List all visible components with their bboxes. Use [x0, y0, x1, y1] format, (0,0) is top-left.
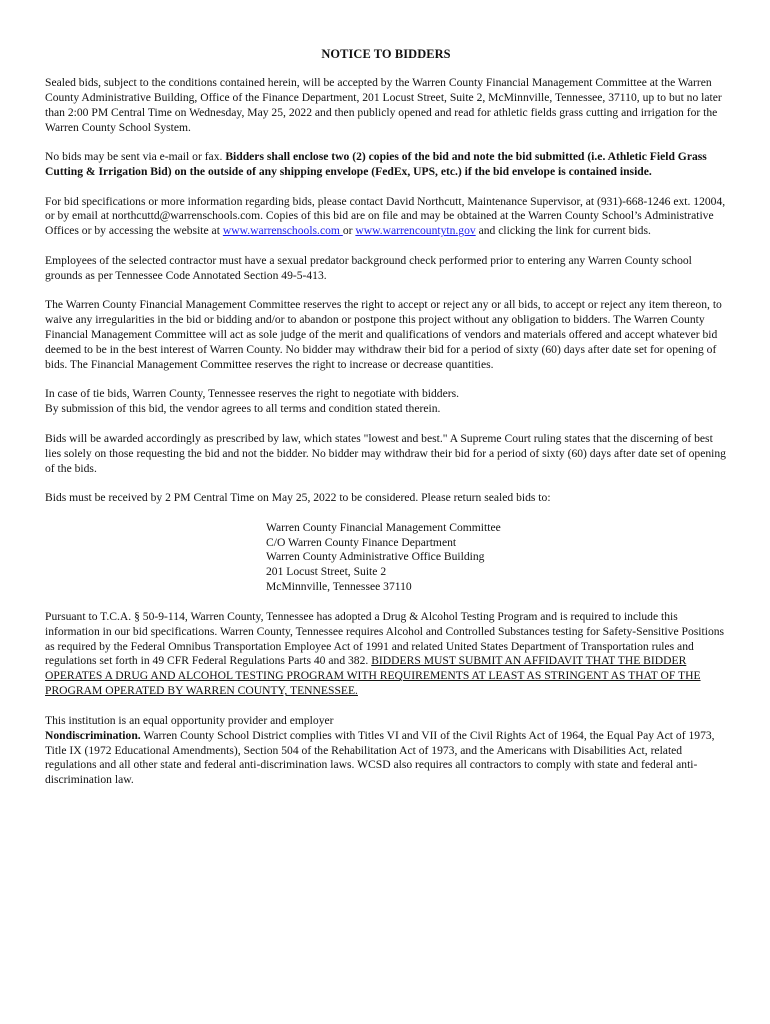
- current-bids-text: and clicking the link for current bids.: [475, 224, 651, 238]
- paragraph-tie-bids: [45, 387, 727, 417]
- return-address: [266, 521, 727, 596]
- terms-agreement-line: By submission of this bid, the vendor agrees to all terms and condition stated therein.: [45, 402, 441, 416]
- address-line: Warren County Financial Management Committee: [266, 520, 501, 534]
- address-line: C/O Warren County Finance Department: [266, 535, 457, 549]
- no-email-text: No bids may be sent via e-mail or fax.: [45, 150, 226, 164]
- warrenschools-link[interactable]: www.warrenschools.com: [222, 224, 343, 238]
- envelope-instructions: Bidders shall enclose two (2) copies of the bid and note the bid submitted (i.e. Athletic Field Grass Cutting & Irrigation Bid) on the outside of any shipping envelope (FedEx, UPS, etc.) if the bid envelope is contained inside.: [45, 150, 707, 179]
- warrencounty-link[interactable]: www.warrencountytn.gov: [355, 224, 476, 238]
- paragraph-nondiscrimination: [45, 714, 727, 789]
- paragraph-award-basis: Bids will be awarded accordingly as prescribed by law, which states "lowest and best." A Supreme Court ruling states that the discerning of best lies solely on those requesting the bid and not the bidder. No bidder may withdraw their bid for a period of sixty (60) days after date set of opening of the bids.: [45, 431, 726, 475]
- notice-document: [45, 47, 727, 788]
- paragraph-submission-method: [45, 150, 727, 180]
- affidavit-requirement: BIDDERS MUST SUBMIT AN AFFIDAVIT THAT THE BIDDER OPERATES A DRUG AND ALCOHOL TESTING PROGRAM WITH REQUIREMENTS AT LEAST AS STRINGENT AS THAT OF THE PROGRAM OPERATED BY WARREN COUNTY, TENNESSEE.: [45, 654, 701, 698]
- nondiscrimination-text: Warren County School District complies with Titles VI and VII of the Civil Rights Act of 1964, the Equal Pay Act of 1973, Title IX (1972 Educational Amendments), Section 504 of the Rehabilitation Act of 1973, and the Americans with Disabilities Act, related regulations and all other state and federal anti-discrimination laws. WCSD also requires all contractors to comply with state and federal anti-discrimination law.: [45, 728, 715, 787]
- paragraph-committee-rights: The Warren County Financial Management Committee reserves the right to accept or reject any or all bids, to accept or reject any item thereon, to waive any irregularities in the bid or bidding and/or to abandon or postpone this project without any obligation to bidders. The Warren County Financial Management Committee will act as sole judge of the merit and qualifications of vendors and materials offered and accept whatever bid deemed to be in the best interest of Warren County. No bidder may withdraw their bid for a period of sixty (60) days after date set for opening of bids. The Financial Management Committee reserves the right to increase or decrease quantities.: [45, 298, 722, 371]
- paragraph-background-check: Employees of the selected contractor must have a sexual predator background check performed prior to entering any Warren County school grounds as per Tennessee Code Annotated Section 49-5-413.: [45, 253, 692, 282]
- or-text: or: [342, 224, 356, 238]
- paragraph-contact-info: [45, 195, 727, 240]
- address-line: McMinnville, Tennessee 37110: [266, 580, 412, 594]
- contact-text: For bid specifications or more information regarding bids, please contact David Northcutt, Maintenance Supervisor, at (931)-668-1246 ext. 12004, or by email at northcuttd@warrenschools.com. Copies of this bid are on file and may be obtained at the Warren County School’s Administrative Offices or by accessing the website at: [45, 194, 726, 238]
- address-line: 201 Locust Street, Suite 2: [266, 565, 387, 579]
- tie-bids-line: In case of tie bids, Warren County, Tennessee reserves the right to negotiate with bidders.: [45, 387, 460, 401]
- nondiscrimination-heading: Nondiscrimination.: [45, 728, 141, 742]
- paragraph-sealed-bids: Sealed bids, subject to the conditions contained herein, will be accepted by the Warren County Financial Management Committee at the Warren County Administrative Building, Office of the Finance Department, 201 Locust Street, Suite 2, McMinnville, Tennessee, 37110, up to but no later than 2:00 PM Central Time on Wednesday, May 25, 2022 and then publicly opened and read for athletic fields grass cutting and irrigation for the Warren County School System.: [45, 75, 722, 134]
- address-line: Warren County Administrative Office Building: [266, 550, 485, 564]
- document-title: NOTICE TO BIDDERS: [321, 47, 451, 61]
- drug-testing-text: Pursuant to T.C.A. § 50-9-114, Warren County, Tennessee has adopted a Drug & Alcohol Testing Program and is required to include this information in our bid specifications. Warren County, Tennessee requires Alcohol and Controlled Substances testing for Safety-Sensitive Positions as required by the Federal Omnibus Transportation Employee Act of 1991 and related United States Department of Transportation rules and regulations set forth in 49 CFR Federal Regulations Parts 40 and 382.: [45, 609, 725, 668]
- paragraph-drug-testing: [45, 610, 727, 699]
- paragraph-deadline: Bids must be received by 2 PM Central Time on May 25, 2022 to be considered. Please return sealed bids to:: [45, 491, 551, 505]
- equal-opportunity-line: This institution is an equal opportunity provider and employer: [45, 713, 334, 727]
